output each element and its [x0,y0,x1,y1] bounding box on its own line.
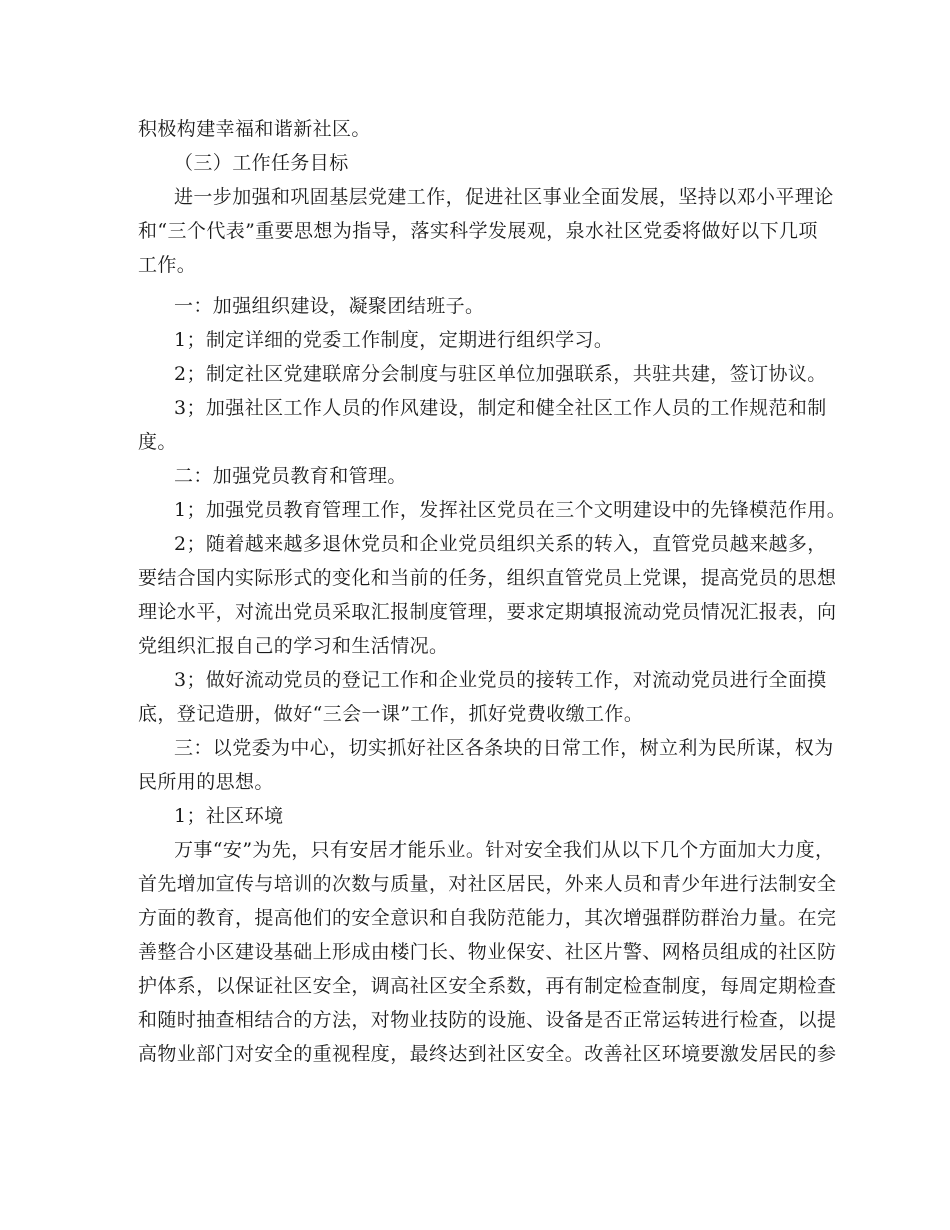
body-line: 和随时抽查相结合的方法，对物业技防的设施、设备是否正常运转进行检查，以提 [138,1009,837,1031]
body-line: 善整合小区建设基础上形成由楼门长、物业保安、社区片警、网格员组成的社区防 [138,941,837,963]
body-line: 理论水平，对流出党员采取汇报制度管理，要求定期填报流动党员情况汇报表，向 [138,601,837,623]
item-heading: 一：加强组织建设，凝聚团结班子。 [174,295,485,317]
list-item: 1；加强党员教育管理工作，发挥社区党员在三个文明建设中的先锋模范作用。 [174,499,847,521]
list-item: 1；制定详细的党委工作制度，定期进行组织学习。 [174,329,614,351]
list-item: 2；制定社区党建联席分会制度与驻区单位加强联系，共驻共建，签订协议。 [174,363,827,385]
list-item: 2；随着越来越多退休党员和企业党员组织关系的转入，直管党员越来越多， [174,533,827,555]
body-line: 万事“安”为先，只有安居才能乐业。针对安全我们从以下几个方面加大力度， [174,839,835,861]
body-line: 进一步加强和巩固基层党建工作，促进社区事业全面发展，坚持以邓小平理论 [174,186,834,208]
body-line: 方面的教育，提高他们的安全意识和自我防范能力，其次增强群防群治力量。在完 [138,907,837,929]
list-item: 3；加强社区工作人员的作风建设，制定和健全社区工作人员的工作规范和制 [174,397,827,419]
body-line: 民所用的思想。 [138,771,274,793]
body-line: 和“三个代表”重要思想为指导，落实科学发展观，泉水社区党委将做好以下几项 [138,220,818,242]
body-line: 首先增加宣传与培训的次数与质量，对社区居民，外来人员和青少年进行法制安全 [138,873,837,895]
body-line: 高物业部门对安全的重视程度，最终达到社区安全。改善社区环境要激发居民的参 [138,1043,837,1065]
section-heading: （三）工作任务目标 [174,152,349,174]
body-line: 积极构建幸福和谐新社区。 [138,118,371,140]
body-line: 党组织汇报自己的学习和生活情况。 [138,635,449,657]
body-line: 底，登记造册，做好“三会一课”工作，抓好党费收缴工作。 [138,703,644,725]
list-item: 3；做好流动党员的登记工作和企业党员的接转工作，对流动党员进行全面摸 [174,669,827,691]
list-item: 1；社区环境 [174,805,284,827]
item-heading: 二：加强党员教育和管理。 [174,465,407,487]
body-line: 度。 [138,431,177,453]
item-heading: 三：以党委为中心，切实抓好社区各条块的日常工作，树立利为民所谋，权为 [174,737,834,759]
body-line: 要结合国内实际形式的变化和当前的任务，组织直管党员上党课，提高党员的思想 [138,567,837,589]
body-line: 护体系，以保证社区安全，调高社区安全系数，再有制定检查制度，每周定期检查 [138,975,837,997]
body-line: 工作。 [138,254,197,276]
